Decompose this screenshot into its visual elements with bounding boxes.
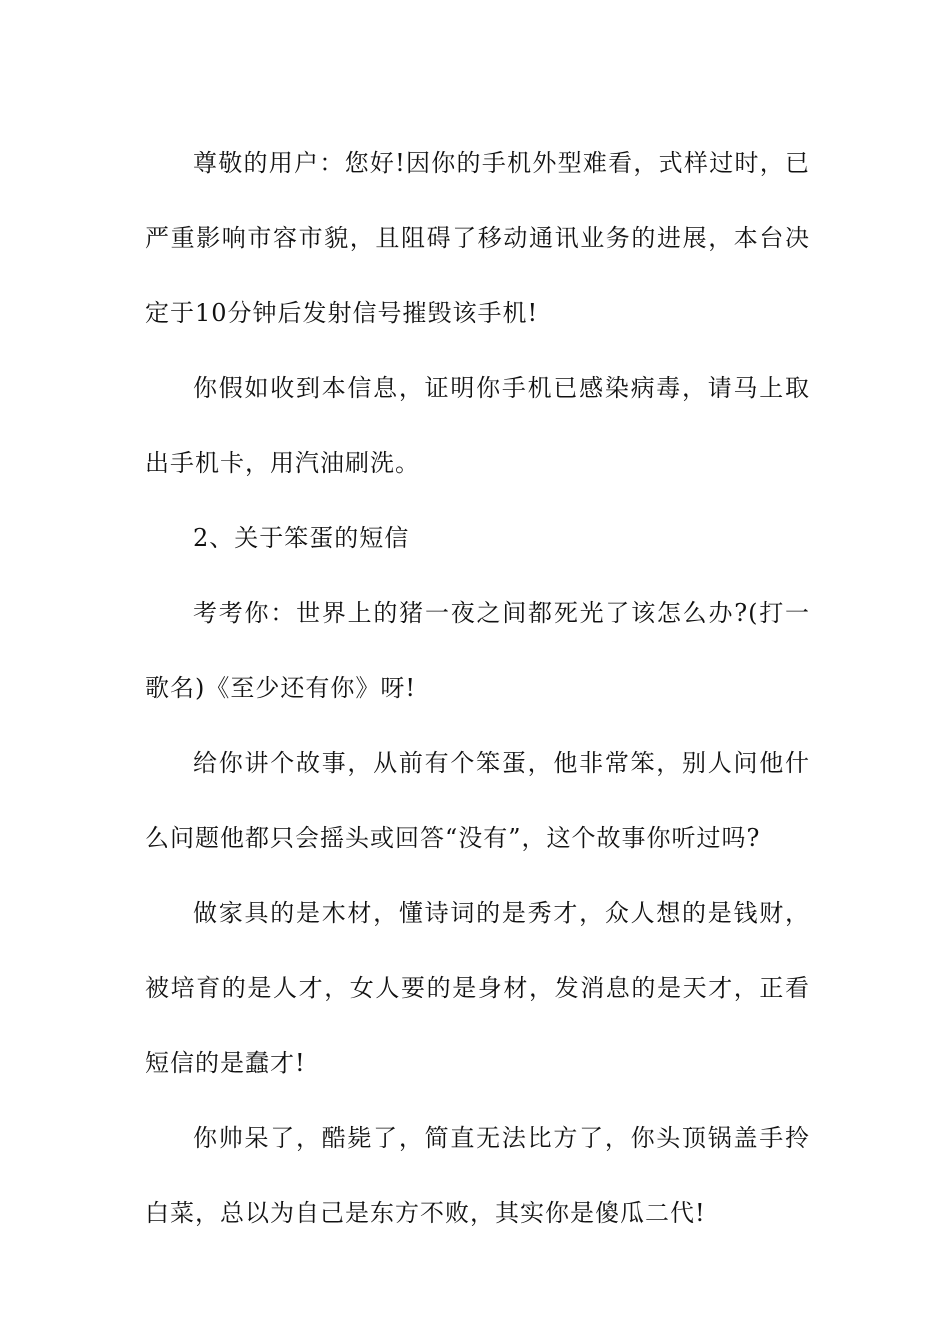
paragraph-joke: 你帅呆了，酷毙了，简直无法比方了，你头顶锅盖手拎白菜，总以为自己是东方不败，其实你是傻瓜二代! bbox=[145, 1124, 810, 1227]
paragraph-user-notice: 尊敬的用户：您好!因你的手机外型难看，式样过时，已严重影响市容市貌，且阻碍了移动通讯业务的进展，本台决定于10分钟后发射信号摧毁该手机! bbox=[145, 149, 810, 327]
paragraph-story: 给你讲个故事，从前有个笨蛋，他非常笨，别人问他什么问题他都只会摇头或回答“没有”，这个故事你听过吗? bbox=[145, 749, 810, 852]
paragraph-quiz: 考考你：世界上的猪一夜之间都死光了该怎么办?(打一歌名)《至少还有你》呀! bbox=[145, 599, 810, 702]
paragraph-rhyme: 做家具的是木材，懂诗词的是秀才，众人想的是钱财，被培育的是人才，女人要的是身材，发消息的是天才，正看短信的是蠢才! bbox=[145, 899, 810, 1077]
section-heading: 2、关于笨蛋的短信 bbox=[193, 524, 410, 552]
document-body bbox=[145, 126, 810, 1251]
paragraph-virus-warning: 你假如收到本信息，证明你手机已感染病毒，请马上取出手机卡，用汽油刷洗。 bbox=[145, 374, 810, 477]
